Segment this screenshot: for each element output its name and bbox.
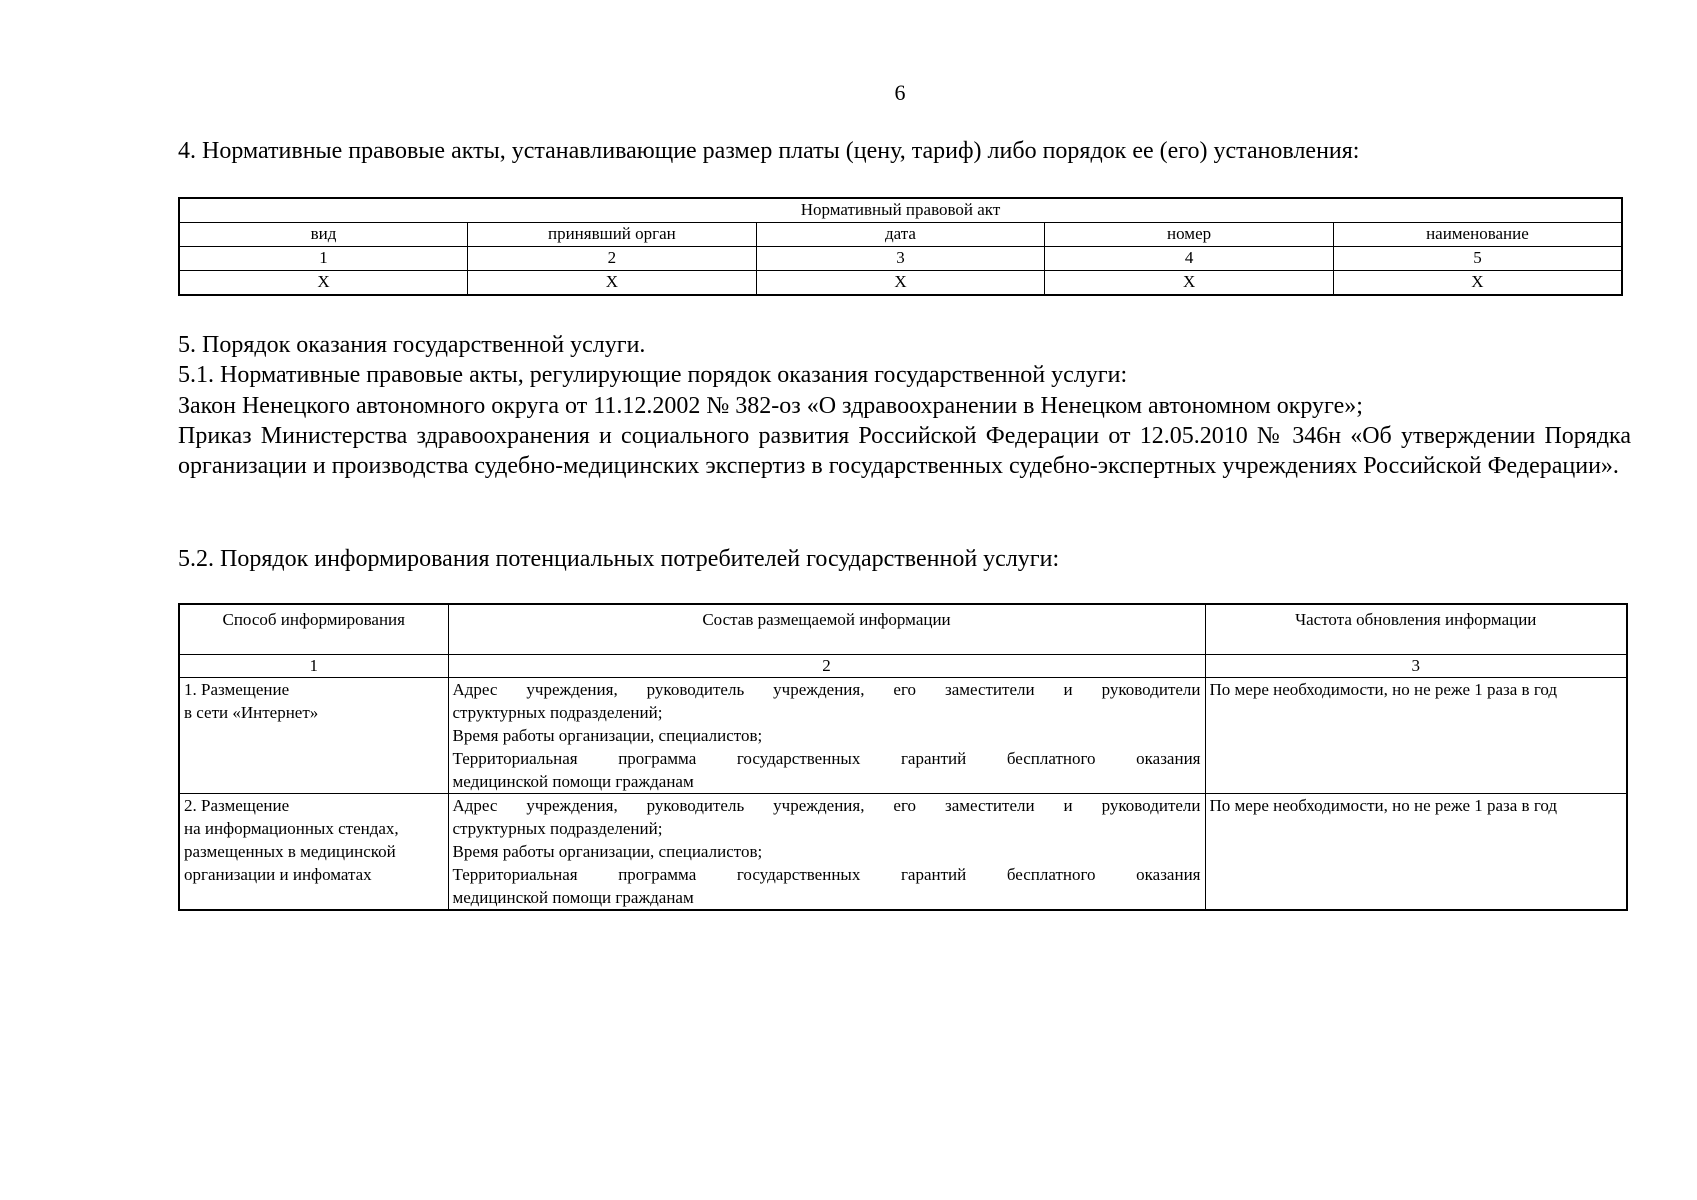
method-line: в сети «Интернет» — [184, 703, 319, 722]
content-line: Адрес учреждения, руководитель учреждения, его заместители и руководители — [452, 680, 1201, 699]
table-row — [179, 794, 1627, 911]
content-line: Адрес учреждения, руководитель учреждения, его заместители и руководители — [452, 796, 1201, 815]
method-cell — [179, 794, 448, 911]
informing-table — [178, 603, 1628, 911]
table-cell: X — [1333, 271, 1622, 296]
table-cell: X — [756, 271, 1045, 296]
column-header-date: дата — [756, 223, 1045, 247]
column-number: 2 — [448, 655, 1205, 678]
method-line: размещенных в медицинской — [184, 842, 396, 861]
content-line: Время работы организации, специалистов; — [452, 842, 763, 861]
column-number: 3 — [756, 247, 1045, 271]
content-line: медицинской помощи гражданам — [452, 888, 694, 907]
page-number: 6 — [894, 80, 906, 105]
table-cell: X — [468, 271, 757, 296]
section-5-2-heading: 5.2. Порядок информирования потенциальных потребителей государственной услуги: — [178, 546, 1060, 572]
column-header-type: вид — [179, 223, 468, 247]
frequency-cell — [1205, 794, 1627, 911]
content-line: Время работы организации, специалистов; — [452, 726, 763, 745]
content-line: Территориальная программа государственных гарантий бесплатного оказания — [452, 865, 1201, 884]
column-header-frequency: Частота обновления информации — [1205, 604, 1627, 655]
column-header-number: номер — [1045, 223, 1334, 247]
section-5-1-heading: 5.1. Нормативные правовые акты, регулирующие порядок оказания государственной услуги: — [178, 362, 1128, 388]
column-number: 5 — [1333, 247, 1622, 271]
content-line: Территориальная программа государственных гарантий бесплатного оказания — [452, 749, 1201, 768]
column-number: 3 — [1205, 655, 1627, 678]
column-number: 2 — [468, 247, 757, 271]
fee-acts-table — [178, 197, 1623, 296]
method-line: на информационных стендах, — [184, 819, 399, 838]
content-line: структурных подразделений; — [452, 703, 663, 722]
frequency-text: По мере необходимости, но не реже 1 раза в год — [1209, 680, 1558, 699]
law-reference-1: Закон Ненецкого автономного округа от 11.12.2002 № 382-оз «О здравоохранении в Ненецком автономном округе»; — [178, 393, 1363, 419]
frequency-cell — [1205, 678, 1627, 794]
column-header-name: наименование — [1333, 223, 1622, 247]
column-number-row — [179, 247, 1622, 271]
method-line: организации и инфоматах — [184, 865, 372, 884]
law-reference-2: Приказ Министерства здравоохранения и социального развития Российской Федерации от 12.05.2010 № 346н «Об утверждении Порядка организации и производства судебно-медицинских экспертиз в государственных судебно-экспертных учреждениях Российской Федерации». — [178, 423, 1631, 479]
content-cell — [448, 794, 1205, 911]
method-line: 1. Размещение — [184, 680, 290, 699]
method-line: 2. Размещение — [184, 796, 290, 815]
column-header-authority: принявший орган — [468, 223, 757, 247]
method-cell — [179, 678, 448, 794]
column-number: 1 — [179, 655, 448, 678]
content-line: медицинской помощи гражданам — [452, 772, 694, 791]
table-cell: X — [179, 271, 468, 296]
section-5-heading: 5. Порядок оказания государственной услуги. — [178, 332, 646, 358]
column-header-content: Состав размещаемой информации — [448, 604, 1205, 655]
table-cell: X — [1045, 271, 1334, 296]
section-4-heading: 4. Нормативные правовые акты, устанавливающие размер платы (цену, тариф) либо порядок ее (его) установления: — [178, 138, 1360, 164]
content-cell — [448, 678, 1205, 794]
table-row — [179, 271, 1622, 296]
column-header-method: Способ информирования — [179, 604, 448, 655]
column-number: 4 — [1045, 247, 1334, 271]
column-number: 1 — [179, 247, 468, 271]
frequency-text: По мере необходимости, но не реже 1 раза в год — [1209, 796, 1558, 815]
table-row — [179, 678, 1627, 794]
content-line: структурных подразделений; — [452, 819, 663, 838]
fee-acts-table-title: Нормативный правовой акт — [179, 198, 1622, 223]
column-number-row — [179, 655, 1627, 678]
